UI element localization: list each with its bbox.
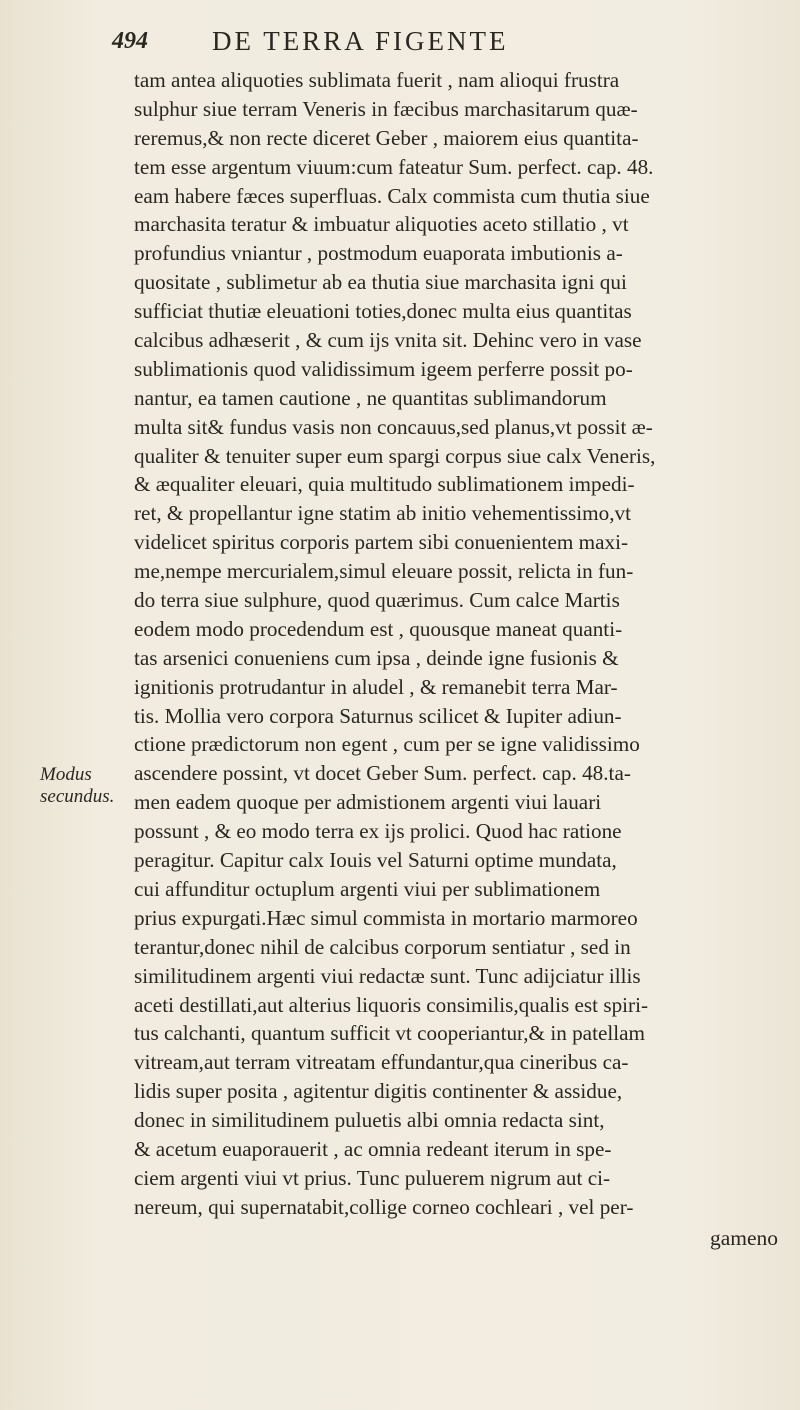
text-line: tus calchanti, quantum sufficit vt cooperiantur,& in patellam	[134, 1021, 646, 1046]
text-line: videlicet spiritus corporis partem sibi conuenientem maxi-	[134, 530, 629, 555]
running-head	[112, 26, 712, 60]
text-line: eam habere fæces superfluas. Calx commista cum thutia siue	[134, 183, 650, 208]
body-text	[134, 66, 794, 1222]
text-line: men eadem quoque per admistionem argenti viui lauari	[134, 790, 602, 815]
text-line: quositate , sublimetur ab ea thutia siue marchasita igni qui	[134, 270, 627, 295]
text-line: & acetum euaporauerit , ac omnia redeant iterum in spe-	[134, 1136, 612, 1161]
text-line: vitream,aut terram vitreatam effundantur,qua cineribus ca-	[134, 1050, 629, 1075]
text-line: nereum, qui supernatabit,collige corneo cochleari , vel per-	[134, 1194, 634, 1219]
text-line: & æqualiter eleuari, quia multitudo sublimationem impedi-	[134, 472, 635, 497]
text-line: prius expurgati.Hæc simul commista in mortario marmoreo	[134, 905, 638, 930]
catchword: gameno	[709, 1226, 778, 1250]
text-line: tis. Mollia vero corpora Saturnus scilicet & Iupiter adiun-	[134, 703, 622, 728]
text-line: reremus,& non recte diceret Geber , maiorem eius quantita-	[134, 125, 639, 150]
text-line: tem esse argentum viuum:cum fateatur Sum. perfect. cap. 48.	[134, 154, 654, 179]
text-line: profundius vniantur , postmodum euaporata imbutionis a-	[134, 241, 623, 266]
text-line: qualiter & tenuiter super eum spargi corpus siue calx Veneris,	[134, 443, 656, 468]
text-line: calcibus adhæserit , & cum ijs vnita sit. Dehinc vero in vase	[134, 328, 642, 353]
text-line: donec in similitudinem puluetis albi omnia redacta sint,	[134, 1108, 605, 1133]
text-line: ignitionis protrudantur in aludel , & remanebit terra Mar-	[134, 674, 618, 699]
margin-note-line: secundus.	[40, 786, 115, 807]
text-line: ret, & propellantur igne statim ab initio vehementissimo,vt	[134, 501, 631, 526]
text-line: aceti destillati,aut alterius liquoris consimilis,qualis est spiri-	[134, 992, 649, 1017]
margin-note-line: Modus	[40, 764, 92, 785]
text-line: similitudinem argenti viui redactæ sunt. Tunc adijciatur illis	[134, 963, 641, 988]
text-line: marchasita teratur & imbuatur aliquoties aceto stillatio , vt	[134, 212, 629, 237]
text-line: cui affunditur octuplum argenti viui per sublimationem	[134, 876, 601, 901]
text-line: nantur, ea tamen cautione , ne quantitas sublimandorum	[134, 385, 607, 410]
text-line: sublimationis quod validissimum igeem perferre possit po-	[134, 356, 633, 381]
text-line: sulphur siue terram Veneris in fæcibus marchasitarum quæ-	[134, 96, 638, 121]
text-line: do terra siue sulphure, quod quærimus. Cum calce Martis	[134, 588, 620, 613]
text-line: ciem argenti viui vt prius. Tunc puluerem nigrum aut ci-	[134, 1165, 611, 1190]
text-line: possunt , & eo modo terra ex ijs prolici. Quod hac ratione	[134, 819, 622, 844]
text-line: multa sit& fundus vasis non concauus,sed planus,vt possit æ-	[134, 414, 653, 439]
text-line: lidis super posita , agitentur digitis continenter & assidue,	[134, 1079, 623, 1104]
margin-note	[40, 764, 126, 808]
text-line: ascendere possint, vt docet Geber Sum. perfect. cap. 48.ta-	[134, 761, 631, 786]
page-number: 494	[112, 28, 148, 54]
text-line: ctione prædictorum non egent , cum per se igne validissimo	[134, 732, 640, 757]
text-line: peragitur. Capitur calx Iouis vel Saturni optime mundata,	[134, 848, 617, 873]
text-line: sufficiat thutiæ eleuationi toties,donec multa eius quantitas	[134, 299, 632, 324]
page-title: DE TERRA FIGENTE	[212, 26, 509, 56]
text-line: terantur,donec nihil de calcibus corporum sentiatur , sed in	[134, 934, 631, 959]
text-line: tam antea aliquoties sublimata fuerit , nam alioqui frustra	[134, 68, 620, 92]
text-line: me,nempe mercurialem,simul eleuare possit, relicta in fun-	[134, 559, 634, 584]
text-line: eodem modo procedendum est , quousque maneat quanti-	[134, 616, 623, 641]
text-line: tas arsenici conueniens cum ipsa , deinde igne fusionis &	[134, 645, 619, 670]
